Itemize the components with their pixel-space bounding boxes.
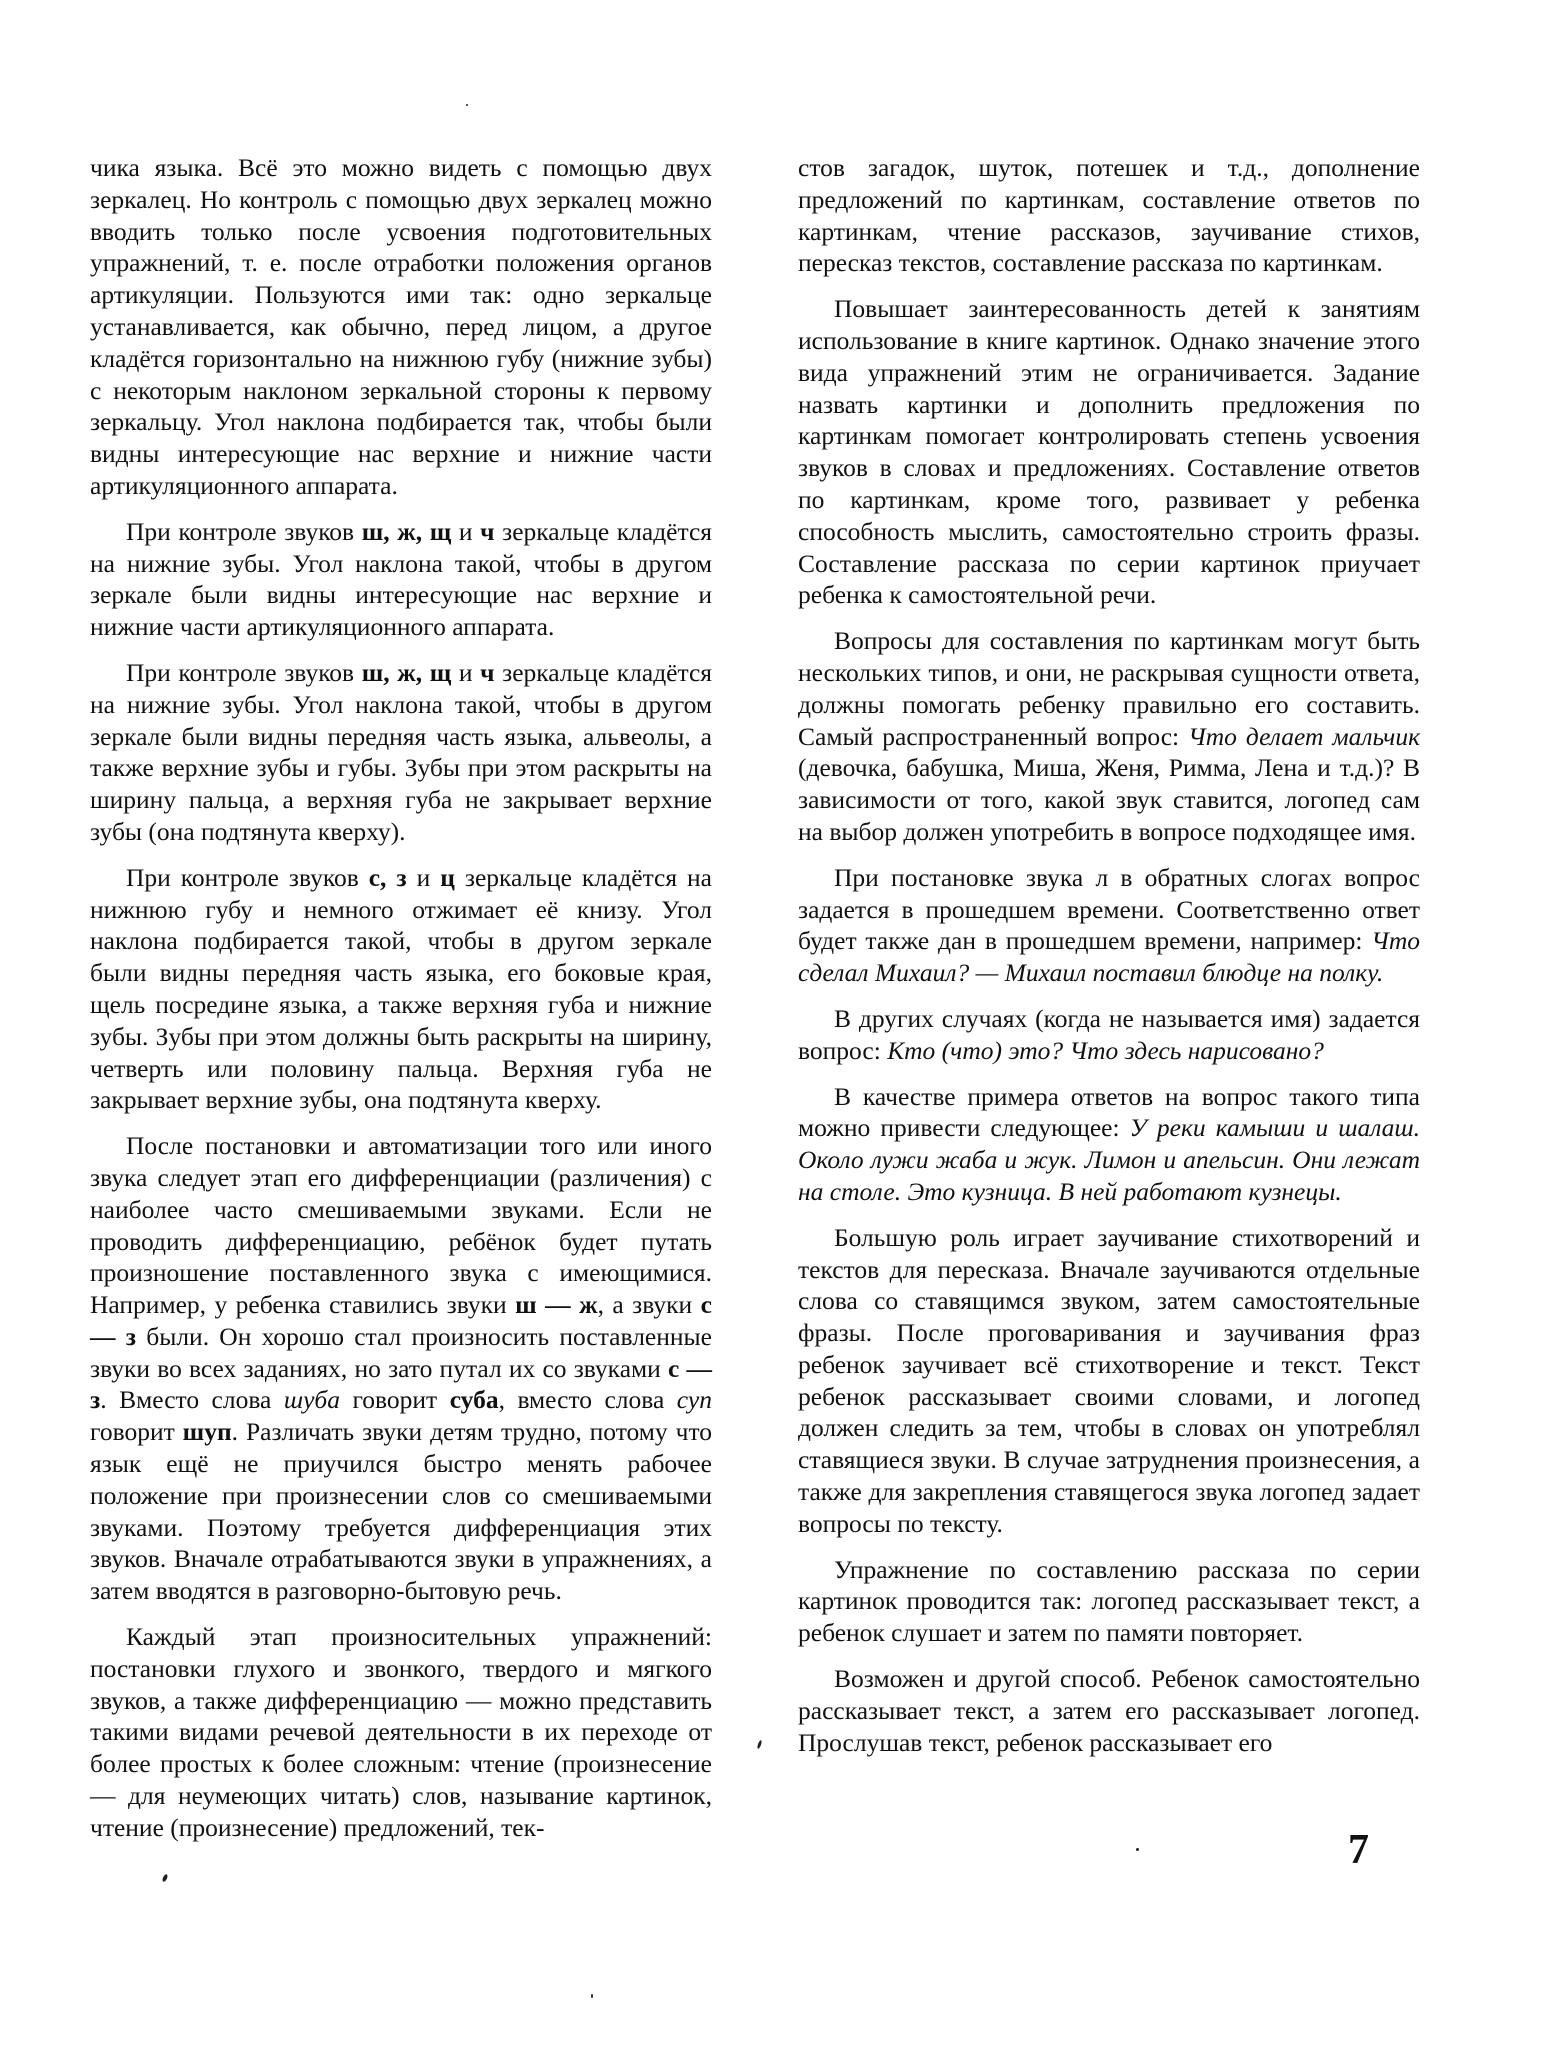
italic-text: шуба	[283, 1385, 340, 1415]
right-column	[798, 152, 1420, 1772]
text-run: Повышает заинтересованность детей к занятиям использование в книге картинок. Однако значение этого вида упражнений этим не ограничивается. Задание назвать картинки и дополнить предложения по картинкам помогает контролировать степень усвоения звуков в словах и предложениях. Составление ответов по картинкам, кроме того, развивает у ребенка способность мыслить, самостоятельно строить фразы. Составление рассказа по серии картинок приучает ребенка к самостоятельной речи.	[798, 294, 1420, 610]
scan-speck	[1136, 1848, 1139, 1851]
text-run: говорит	[90, 1417, 183, 1447]
scan-speck	[466, 104, 468, 106]
text-run: При контроле звуков	[126, 657, 362, 687]
text-run: Большую роль играет заучивание стихотворений и текстов для пересказа. Вначале заучиваются отдельные слова со ставящимся звуком, затем самостоятельные фразы. После проговаривания и заучивания фраз ребенок заучивает всё стихотворение и текст. Текст ребенок рассказывает своими словами, и логопед должен следить за тем, чтобы в словах он употреблял ставящиеся звуки. В случае затруднения произнесения, а также для закрепления ставящегося звука логопед задает вопросы по тексту.	[798, 1222, 1420, 1538]
text-run: и	[451, 516, 481, 546]
italic-text: Что делает мальчик	[1188, 721, 1420, 751]
text-run: Вопросы для составления по картинкам могут быть нескольких типов, и они, не раскрывая сущности ответа, должны помогать ребенку правильно его составить. Самый распространенный вопрос:	[798, 626, 1420, 751]
bold-text: ц	[440, 862, 455, 892]
text-run: Возможен и другой способ. Ребенок самостоятельно рассказывает текст, а затем его рассказывает логопед. Прослушав текст, ребенок рассказывает его	[798, 1664, 1420, 1757]
text-run: , вместо слова	[498, 1385, 677, 1415]
paragraph	[90, 152, 712, 502]
paragraph	[798, 862, 1420, 989]
paragraph	[798, 1554, 1420, 1649]
italic-text: Что сделал Михаил? — Михаил поставил блюдце на полку.	[798, 926, 1420, 988]
text-run: В других случаях (когда не называется имя) задается вопрос:	[798, 1003, 1420, 1065]
left-column	[90, 152, 712, 1858]
bold-text: шуп	[182, 1417, 232, 1447]
bold-text: с — з	[90, 1353, 712, 1415]
text-run: чика языка. Всё это можно видеть с помощью двух зеркалец. Но контроль с помощью двух зеркалец можно вводить только после усвоения подготовительных упражнений, т. е. после отработки положения органов артикуляции. Пользуются ими так: одно зеркальце устанавливается, как обычно, перед лицом, а другое кладётся горизонтально на нижнюю губу (нижние зубы) с некоторым наклоном зеркальной стороны к первому зеркальцу. Угол наклона подбирается так, чтобы были видны интересующие нас верхние и нижние части артикуляционного аппарата.	[90, 153, 712, 500]
text-run: Упражнение по составлению рассказа по серии картинок проводится так: логопед рассказывает текст, а ребенок слушает и затем по памяти повторяет.	[798, 1554, 1420, 1648]
scan-speck	[591, 1994, 593, 1998]
text-run: и	[406, 862, 441, 892]
page-number: 7	[1348, 1827, 1369, 1873]
bold-text: с — з	[90, 1290, 712, 1351]
paragraph	[90, 862, 712, 1116]
paragraph	[798, 1081, 1420, 1208]
text-run: При контроле звуков	[126, 862, 369, 892]
paragraph	[90, 1621, 712, 1844]
paragraph	[798, 293, 1420, 611]
text-run: В качестве примера ответов на вопрос такого типа можно привести следующее:	[798, 1081, 1420, 1143]
italic-text: Кто (что) это? Что здесь нарисовано?	[887, 1035, 1324, 1065]
paragraph	[90, 657, 712, 848]
text-run: Каждый этап произносительных упражнений: постановки глухого и звонкого, твердого и мягкого звуков, а также дифференциацию — можно представить такими видами речевой деятельности в их переходе от более простых к более сложным: чтение (произнесение — для неумеющих читать) слов, называние картинок, чтение (произнесение) предложений, тек-	[90, 1622, 712, 1842]
text-run: , а звуки	[597, 1290, 701, 1320]
italic-text: У реки камыши и шалаш. Около лужи жаба и жук. Лимон и апельсин. Они лежат на столе. Это кузница. В ней работают кузнецы.	[798, 1113, 1421, 1206]
text-run: . Различать звуки детям трудно, потому что язык ещё не приучился быстро менять рабочее положение при произнесении слов со смешиваемыми звуками. Поэтому требуется дифференциация этих звуков. Вначале отрабатываются звуки в упражнениях, а затем вводятся в разговорно-бытовую речь.	[90, 1417, 712, 1606]
paragraph	[798, 1663, 1420, 1758]
paragraph	[798, 1003, 1420, 1067]
text-run: говорит	[340, 1385, 450, 1415]
scan-speck	[757, 1740, 763, 1749]
paragraph	[798, 152, 1420, 279]
paragraph	[90, 516, 712, 643]
text-run: были. Он хорошо стал произносить поставленные звуки во всех заданиях, но зато путал их со звуками	[90, 1321, 712, 1383]
bold-text: ш, ж, щ	[361, 516, 452, 546]
text-run: зеркальце кладётся на нижние зубы. Угол наклона такой, чтобы в другом зеркале были видны интересующие нас верхние и нижние части артикуляционного аппарата.	[90, 516, 713, 642]
bold-text: ч	[480, 516, 495, 546]
text-run: стов загадок, шуток, потешек и т.д., дополнение предложений по картинкам, составление ответов по картинкам, чтение рассказов, заучивание стихов, пересказ текстов, составление рассказа по картинкам.	[798, 153, 1420, 278]
scan-speck	[161, 1874, 168, 1883]
text-run: При контроле звуков	[126, 516, 362, 546]
text-run: зеркальце кладётся на нижнюю губу и немного отжимает её книзу. Угол наклона подбирается такой, чтобы в другом зеркале были видны передняя часть языка, его боковые края, щель посредине языка, а также верхняя губа и нижние зубы. Зубы при этом должны быть раскрыты на ширину, четверть или половину пальца. Верхняя губа не закрывает верхние зубы, она подтянута кверху.	[90, 862, 712, 1115]
paragraph	[90, 1130, 712, 1607]
text-run: . Вместо слова	[100, 1385, 284, 1415]
text-run: и	[451, 657, 481, 687]
bold-text: ч	[480, 657, 495, 687]
text-run: зеркальце кладётся на нижние зубы. Угол наклона такой, чтобы в другом зеркале были видны передняя часть языка, альвеолы, а также верхние зубы и губы. Зубы при этом раскрыты на ширину пальца, а верхняя губа не закрывает верхние зубы (она подтянута кверху).	[90, 657, 713, 846]
bold-text: ш — ж	[515, 1290, 598, 1320]
bold-text: суба	[449, 1385, 499, 1415]
paragraph	[798, 1222, 1420, 1540]
bold-text: ш, ж, щ	[361, 657, 452, 687]
text-run: При постановке звука л в обратных слогах вопрос задается в прошедшем времени. Соответственно ответ будет также дан в прошедшем времени, например:	[798, 862, 1420, 956]
italic-text: суп	[676, 1385, 712, 1415]
text-run: После постановки и автоматизации того или иного звука следует этап его дифференциации (различения) с наиболее часто смешиваемыми звуками. Если не проводить дифференциацию, ребёнок будет путать произношение поставленного звука с имеющимися. Например, у ребенка ставились звуки	[90, 1131, 712, 1320]
text-run: (девочка, бабушка, Миша, Женя, Римма, Лена и т.д.)? В зависимости от того, какой звук ставится, логопед сам на выбор должен употребить в вопросе подходящее имя.	[798, 753, 1420, 846]
bold-text: с, з	[368, 862, 407, 892]
paragraph	[798, 625, 1420, 848]
